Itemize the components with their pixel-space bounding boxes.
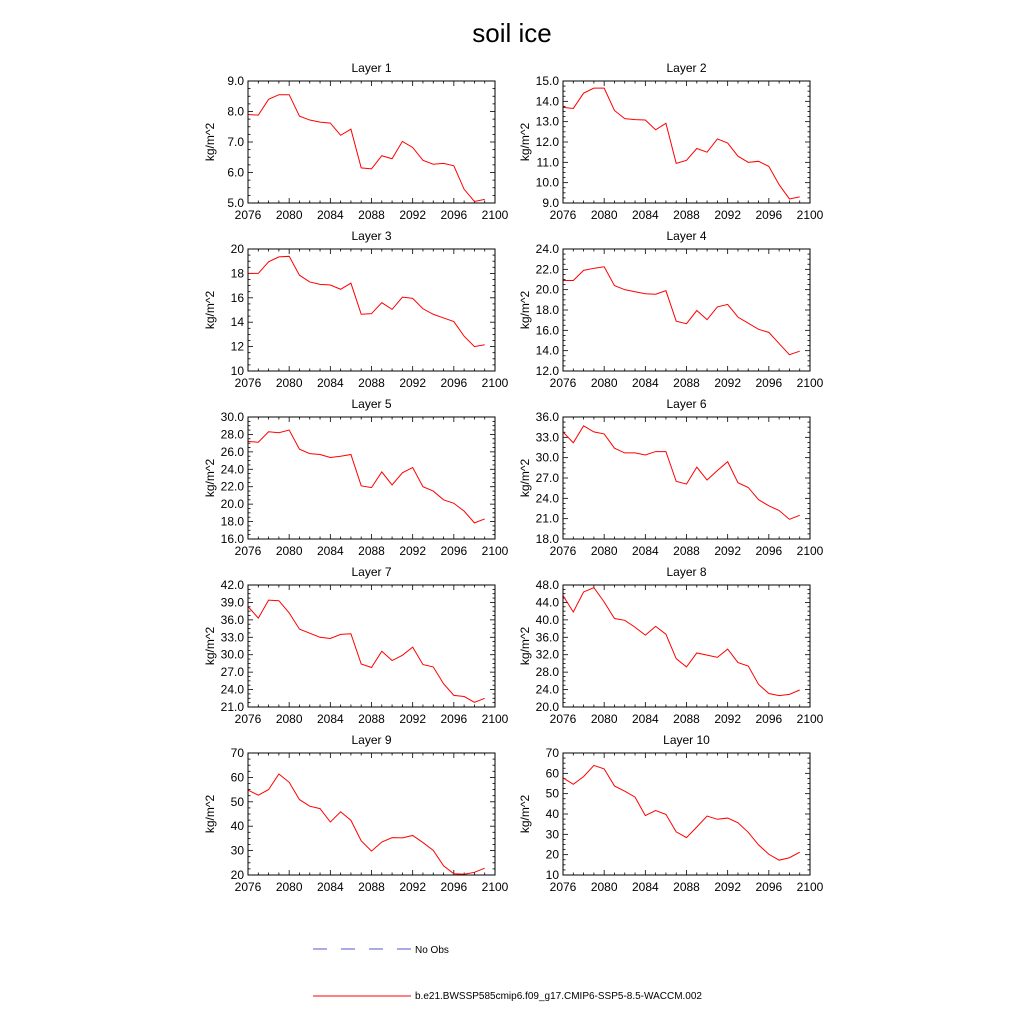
y-tick-label: 13.0 <box>535 114 559 129</box>
y-tick-label: 20.0 <box>220 497 244 512</box>
y-tick-label: 27.0 <box>535 471 559 485</box>
series-line-model <box>248 256 485 346</box>
y-axis-label: kg/m^2 <box>518 122 532 162</box>
y-tick-label: 20 <box>230 868 244 882</box>
y-axis-label: kg/m^2 <box>203 290 217 330</box>
plot-frame <box>248 753 495 875</box>
panel-title: Layer 2 <box>666 61 707 75</box>
x-tick-label: 2092 <box>399 712 427 726</box>
y-tick-label: 8.0 <box>227 104 244 119</box>
figure-title: soil ice <box>472 18 552 48</box>
x-tick-label: 2084 <box>631 376 659 390</box>
panel-layer-3 <box>203 229 509 390</box>
y-axis-label: kg/m^2 <box>203 626 217 666</box>
x-tick-label: 2096 <box>755 208 783 222</box>
series-line-model <box>248 430 485 523</box>
x-tick-label: 2080 <box>275 544 303 558</box>
x-tick-label: 2080 <box>275 376 303 390</box>
y-tick-label: 14.0 <box>535 94 559 109</box>
panel-layer-10 <box>518 733 824 894</box>
panel-layer-5 <box>203 397 509 558</box>
y-tick-label: 28.0 <box>220 427 244 442</box>
panel-layer-1 <box>203 61 509 222</box>
y-tick-label: 40.0 <box>535 612 559 627</box>
y-tick-label: 42.0 <box>220 578 244 592</box>
y-tick-label: 16 <box>230 290 244 305</box>
x-tick-label: 2096 <box>755 544 783 558</box>
y-tick-label: 15.0 <box>535 74 559 88</box>
y-tick-label: 20 <box>545 847 559 862</box>
panel-title: Layer 6 <box>666 397 707 411</box>
x-tick-label: 2092 <box>399 208 427 222</box>
series-line-model <box>563 88 800 199</box>
y-axis-label: kg/m^2 <box>203 458 217 498</box>
y-tick-label: 10.0 <box>535 175 559 190</box>
y-tick-label: 14 <box>230 315 244 330</box>
x-tick-label: 2080 <box>590 880 618 894</box>
x-tick-label: 2076 <box>234 376 262 390</box>
x-tick-label: 2100 <box>481 376 509 390</box>
y-tick-label: 10 <box>230 364 244 378</box>
y-tick-label: 40 <box>545 807 559 821</box>
x-tick-label: 2100 <box>796 376 824 390</box>
panel-title: Layer 10 <box>663 733 710 747</box>
x-tick-label: 2084 <box>316 208 344 222</box>
y-tick-label: 30 <box>230 843 244 858</box>
y-tick-label: 70 <box>545 746 559 760</box>
x-tick-label: 2088 <box>673 208 700 222</box>
x-tick-label: 2088 <box>358 208 385 222</box>
y-tick-label: 36.0 <box>535 630 559 645</box>
y-tick-label: 50 <box>230 794 244 809</box>
x-tick-label: 2092 <box>714 376 742 390</box>
y-tick-label: 24.0 <box>220 682 244 697</box>
y-tick-label: 16.0 <box>220 532 244 546</box>
y-tick-label: 18 <box>230 266 244 281</box>
plot-frame <box>563 417 810 539</box>
y-tick-label: 12.0 <box>535 135 559 149</box>
y-tick-label: 10 <box>545 868 559 882</box>
panel-title: Layer 9 <box>351 733 392 747</box>
panels-container <box>203 61 824 894</box>
x-tick-label: 2076 <box>234 880 262 894</box>
x-tick-label: 2096 <box>755 880 783 894</box>
panel-layer-2 <box>518 61 824 222</box>
x-tick-label: 2076 <box>234 544 262 558</box>
plot-frame <box>248 585 495 707</box>
y-tick-label: 24.0 <box>535 682 559 697</box>
x-tick-label: 2076 <box>234 712 262 726</box>
x-tick-label: 2076 <box>549 712 577 726</box>
y-axis-label: kg/m^2 <box>203 794 217 834</box>
panel-title: Layer 8 <box>666 565 707 579</box>
x-tick-label: 2096 <box>440 376 468 390</box>
x-tick-label: 2080 <box>275 712 303 726</box>
series-line-model <box>248 95 485 202</box>
y-tick-label: 30.0 <box>220 410 244 424</box>
y-tick-label: 44.0 <box>535 595 559 610</box>
x-tick-label: 2080 <box>590 208 618 222</box>
series-line-model <box>563 267 800 355</box>
y-axis-label: kg/m^2 <box>518 794 532 834</box>
x-tick-label: 2096 <box>440 712 468 726</box>
y-tick-label: 20 <box>230 242 244 256</box>
legend <box>313 945 702 1002</box>
y-tick-label: 21.0 <box>220 700 244 714</box>
y-tick-label: 60 <box>230 770 244 785</box>
x-tick-label: 2100 <box>481 208 509 222</box>
x-tick-label: 2088 <box>358 712 385 726</box>
x-tick-label: 2092 <box>399 376 427 390</box>
panel-layer-9 <box>203 733 509 894</box>
y-tick-label: 21.0 <box>535 511 559 526</box>
y-tick-label: 9.0 <box>542 196 559 210</box>
x-tick-label: 2100 <box>481 712 509 726</box>
y-tick-label: 36.0 <box>220 612 244 627</box>
y-tick-label: 18.0 <box>535 532 559 546</box>
y-axis-label: kg/m^2 <box>518 458 532 498</box>
x-tick-label: 2100 <box>796 544 824 558</box>
y-tick-label: 14.0 <box>535 343 559 358</box>
y-tick-label: 27.0 <box>220 665 244 680</box>
y-tick-label: 7.0 <box>227 135 244 149</box>
y-tick-label: 9.0 <box>227 74 244 88</box>
x-tick-label: 2076 <box>549 376 577 390</box>
y-tick-label: 20.0 <box>535 700 559 714</box>
x-tick-label: 2100 <box>796 880 824 894</box>
x-tick-label: 2080 <box>275 880 303 894</box>
y-tick-label: 33.0 <box>220 630 244 645</box>
plot-frame <box>563 585 810 707</box>
panel-layer-8 <box>518 565 824 726</box>
panel-layer-4 <box>518 229 824 390</box>
y-tick-label: 50 <box>545 786 559 801</box>
x-tick-label: 2084 <box>631 208 659 222</box>
x-tick-label: 2096 <box>440 544 468 558</box>
x-tick-label: 2100 <box>481 544 509 558</box>
x-tick-label: 2092 <box>714 208 742 222</box>
legend-obs-label: No Obs <box>415 945 449 956</box>
x-tick-label: 2080 <box>590 544 618 558</box>
x-tick-label: 2096 <box>755 712 783 726</box>
y-tick-label: 28.0 <box>535 665 559 680</box>
x-tick-label: 2084 <box>316 712 344 726</box>
x-tick-label: 2092 <box>714 880 742 894</box>
panel-layer-6 <box>518 397 824 558</box>
plot-frame <box>248 81 495 203</box>
y-axis-label: kg/m^2 <box>518 626 532 666</box>
y-tick-label: 26.0 <box>220 444 244 459</box>
x-tick-label: 2100 <box>796 208 824 222</box>
y-axis-label: kg/m^2 <box>518 290 532 330</box>
x-tick-label: 2100 <box>796 712 824 726</box>
y-tick-label: 6.0 <box>227 165 244 180</box>
y-tick-label: 12 <box>230 339 244 354</box>
series-line-model <box>563 765 800 860</box>
x-tick-label: 2092 <box>399 880 427 894</box>
x-tick-label: 2088 <box>673 880 700 894</box>
x-tick-label: 2084 <box>631 544 659 558</box>
x-tick-label: 2084 <box>316 376 344 390</box>
legend-model-label: b.e21.BWSSP585cmip6.f09_g17.CMIP6-SSP5-8.5-WACCM.002 <box>415 991 702 1002</box>
y-tick-label: 60 <box>545 766 559 781</box>
y-tick-label: 12.0 <box>535 364 559 378</box>
y-tick-label: 30.0 <box>220 647 244 662</box>
x-tick-label: 2080 <box>590 376 618 390</box>
x-tick-label: 2080 <box>275 208 303 222</box>
x-tick-label: 2100 <box>481 880 509 894</box>
x-tick-label: 2096 <box>440 208 468 222</box>
x-tick-label: 2092 <box>399 544 427 558</box>
x-tick-label: 2084 <box>631 712 659 726</box>
panel-title: Layer 7 <box>351 565 392 579</box>
x-tick-label: 2096 <box>440 880 468 894</box>
plot-frame <box>248 249 495 371</box>
y-tick-label: 32.0 <box>535 647 559 662</box>
y-tick-label: 16.0 <box>535 323 559 338</box>
x-tick-label: 2096 <box>755 376 783 390</box>
panel-layer-7 <box>203 565 509 726</box>
y-axis-label: kg/m^2 <box>203 122 217 162</box>
y-tick-label: 24.0 <box>535 491 559 506</box>
panel-title: Layer 3 <box>351 229 392 243</box>
x-tick-label: 2088 <box>673 376 700 390</box>
y-tick-label: 39.0 <box>220 595 244 610</box>
x-tick-label: 2084 <box>316 880 344 894</box>
y-tick-label: 24.0 <box>220 462 244 477</box>
x-tick-label: 2076 <box>549 208 577 222</box>
y-tick-label: 20.0 <box>535 282 559 297</box>
y-tick-label: 48.0 <box>535 578 559 592</box>
x-tick-label: 2088 <box>358 544 385 558</box>
series-line-model <box>563 426 800 520</box>
y-tick-label: 5.0 <box>227 196 244 210</box>
x-tick-label: 2076 <box>549 544 577 558</box>
y-tick-label: 70 <box>230 746 244 760</box>
y-tick-label: 40 <box>230 819 244 834</box>
plot-frame <box>248 417 495 539</box>
y-tick-label: 18.0 <box>220 514 244 529</box>
y-tick-label: 33.0 <box>535 430 559 445</box>
panel-title: Layer 5 <box>351 397 392 411</box>
x-tick-label: 2092 <box>714 544 742 558</box>
y-tick-label: 22.0 <box>220 479 244 494</box>
x-tick-label: 2076 <box>234 208 262 222</box>
x-tick-label: 2076 <box>549 880 577 894</box>
x-tick-label: 2084 <box>316 544 344 558</box>
x-tick-label: 2088 <box>358 880 385 894</box>
x-tick-label: 2088 <box>358 376 385 390</box>
y-tick-label: 24.0 <box>535 242 559 256</box>
y-tick-label: 11.0 <box>536 155 559 170</box>
series-line-model <box>248 774 485 874</box>
series-line-model <box>563 588 800 696</box>
y-tick-label: 22.0 <box>535 262 559 277</box>
x-tick-label: 2088 <box>673 712 700 726</box>
y-tick-label: 30.0 <box>535 450 559 465</box>
x-tick-label: 2084 <box>631 880 659 894</box>
y-tick-label: 36.0 <box>535 410 559 424</box>
x-tick-label: 2088 <box>673 544 700 558</box>
y-tick-label: 30 <box>545 827 559 842</box>
series-line-model <box>248 600 485 702</box>
panel-title: Layer 4 <box>666 229 707 243</box>
plot-frame <box>563 81 810 203</box>
y-tick-label: 18.0 <box>535 303 559 317</box>
x-tick-label: 2080 <box>590 712 618 726</box>
panel-title: Layer 1 <box>351 61 392 75</box>
x-tick-label: 2092 <box>714 712 742 726</box>
